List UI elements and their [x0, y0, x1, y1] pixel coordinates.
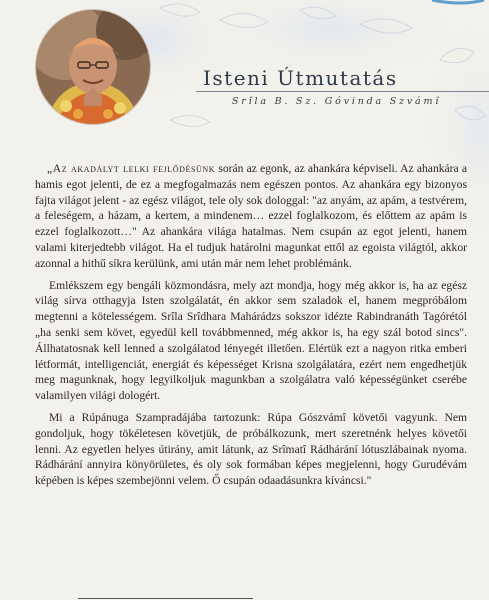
paragraph-1: [35, 161, 467, 272]
paragraph-1-lead: „Az akadályt lelki fejlődésünk: [47, 162, 216, 175]
article-body: [35, 161, 467, 495]
author-name: Srîla B. Sz. Góvinda Szvámî: [232, 96, 442, 107]
footer-divider: [78, 598, 253, 599]
article-title: Isteni Útmutatás: [203, 66, 398, 90]
paragraph-3: Mi a Rúpánuga Szampradájába tartozunk: Rúpa Gószvámî követői vagyunk. Nem gondoljuk, hogy tökéletesen követjük, de próbálkozunk, mert szeretnénk helyes követői lenni. Az egyetlen helyes útirány, amit látunk, az Srîmatî Rádhárání lótuszlábainak nyoma. Rádhárání annyira könyörületes, és oly sok formában képes megjelenni, hogy Gurudévám képében is képes szembejönni velem. Ő csupán odaadásunkra kíváncsi.": [35, 410, 467, 488]
title-divider: [196, 91, 489, 92]
paragraph-1-text: során az egonk, az ahankára képviseli. Az ahankára a hamis egot jelenti, de ez a megfogalmazás nem egészen pontos. Az ahankára egy bizonyos fajta világot jelent - az egész világot, tele oly sok dologgal: "az anyám, az apám, a testvérem, a feleségem, a házam, a kertem, a mindenem… ezzel foglalkozom, és előttem az apám is ezzel foglalkozott…" Az ahankára világa hatalmas. Nem csupán az egot jelenti, hanem valami kiterjedtebb világot. Ha el tudjuk határolni magunkat ettől az egoista világtól, akkor azonnal a hithű síkra kerülünk, ami után már nem lehet problémánk.: [35, 162, 467, 270]
paragraph-2: Emlékszem egy bengáli közmondásra, mely azt mondja, hogy még akkor is, ha az egész világ sírva otthagyja Isten szolgálatát, én akkor sem szaladok el, hanem megpróbálom megtenni a kötelességem. Srîla Srîdhara Mahárádzs sokszor idézte Rabindranáth Tagórétól „ha senki sem követ, egyedül kell továbbmenned, még akkor is, ha egy szál botod sincs". Állhatatosnak kell lenned a szolgálatod lényegét illetően. Elértük ezt a nagyon ritka emberi létformát, intelligenciát, energiát és képességet Krisna szolgálatára, ezért nem engedhetjük meg magunknak, hogy legyilkoljuk magunkban a szolgálatra való képességünket cserébe valamilyen világi dologért.: [35, 278, 467, 403]
author-portrait: [36, 10, 150, 124]
